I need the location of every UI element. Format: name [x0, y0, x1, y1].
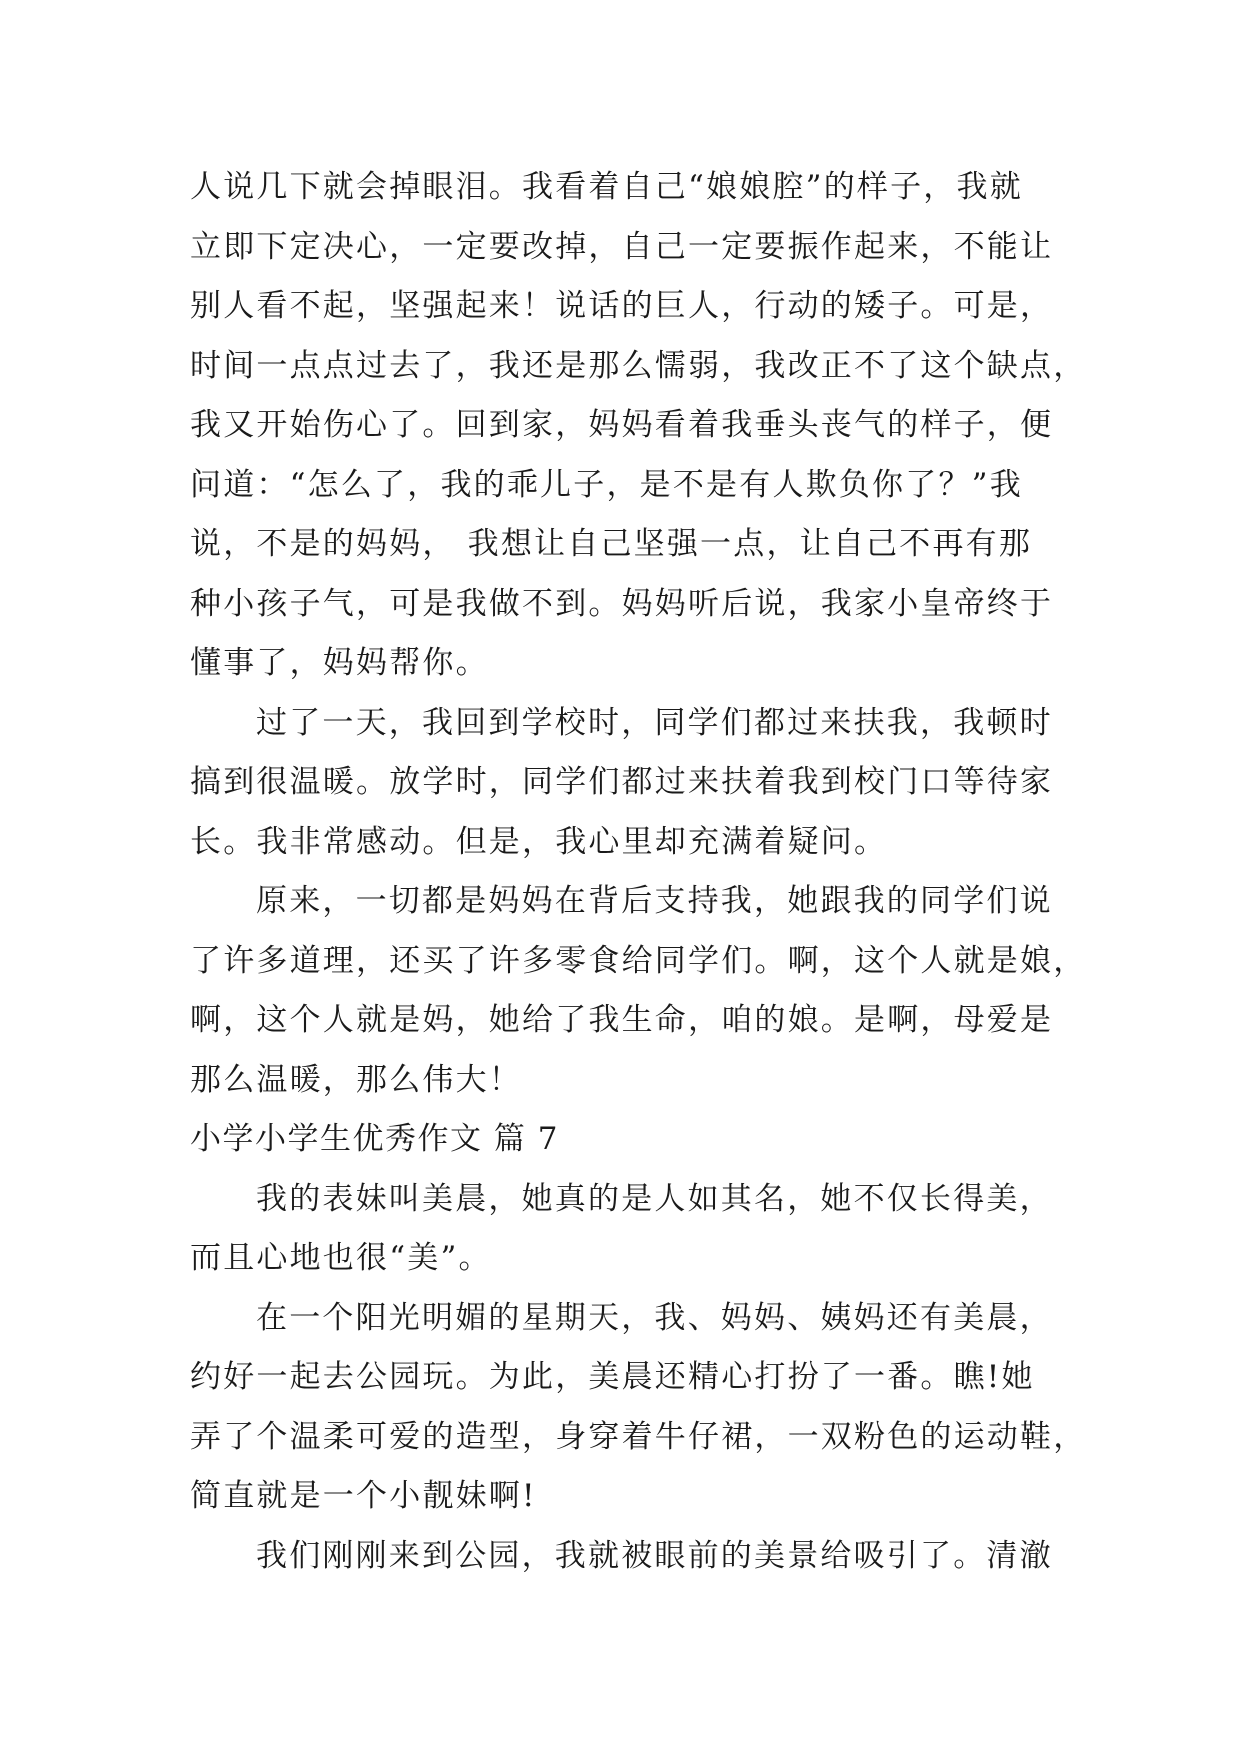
text-line: 长。我非常感动。但是，我心里却充满着疑问。 — [190, 823, 888, 860]
section-heading: 小学小学生优秀作文 篇 7 — [190, 1121, 559, 1157]
document-body — [190, 158, 1087, 1586]
text-line: 时间一点点过去了，我还是那么懦弱，我改正不了这个缺点， — [190, 347, 1087, 384]
text-line: 懂事了，妈妈帮你。 — [190, 645, 489, 681]
text-line: 说，不是的妈妈， 我想让自己坚强一点，让自己不再有那 — [190, 526, 1033, 562]
paragraph-first-line: 原来，一切都是妈妈在背后支持我，她跟我的同学们说 — [256, 883, 1053, 919]
text-line: 而且心地也很“美”。 — [190, 1240, 492, 1276]
paragraph-first-line: 我们刚刚来到公园，我就被眼前的美景给吸引了。清澈 — [256, 1537, 1053, 1574]
text-line: 种小孩子气，可是我做不到。妈妈听后说，我家小皇帝终于 — [190, 585, 1054, 622]
text-line: 了许多道理，还买了许多零食给同学们。啊，这个人就是娘， — [190, 942, 1087, 979]
text-line: 问道：“怎么了，我的乖儿子，是不是有人欺负你了？”我 — [190, 466, 1023, 503]
text-line: 约好一起去公园玩。为此，美晨还精心打扮了一番。瞧!她 — [190, 1359, 1035, 1395]
text-line: 人说几下就会掉眼泪。我看着自己“娘娘腔”的样子，我就 — [190, 169, 1023, 205]
paragraph-first-line: 我的表妹叫美晨，她真的是人如其名，她不仅长得美， — [256, 1180, 1053, 1217]
text-line: 啊，这个人就是妈，她给了我生命，咱的娘。是啊，母爱是 — [190, 1002, 1054, 1038]
text-line: 那么温暖，那么伟大！ — [190, 1061, 522, 1098]
text-line: 我又开始伤心了。回到家，妈妈看着我垂头丧气的样子，便 — [190, 407, 1054, 443]
text-line: 搞到很温暖。放学时，同学们都过来扶着我到校门口等待家 — [190, 764, 1054, 800]
paragraph-first-line: 过了一天，我回到学校时，同学们都过来扶我，我顿时 — [256, 704, 1053, 741]
text-line: 弄了个温柔可爱的造型，身穿着牛仔裙，一双粉色的运动鞋， — [190, 1418, 1087, 1455]
text-line: 简直就是一个小靓妹啊! — [190, 1478, 537, 1514]
paragraph-first-line: 在一个阳光明媚的星期天，我、妈妈、姨妈还有美晨， — [256, 1299, 1053, 1336]
text-line: 别人看不起，坚强起来！说话的巨人，行动的矮子。可是， — [190, 288, 1054, 324]
text-line: 立即下定决心，一定要改掉，自己一定要振作起来，不能让 — [190, 228, 1054, 265]
